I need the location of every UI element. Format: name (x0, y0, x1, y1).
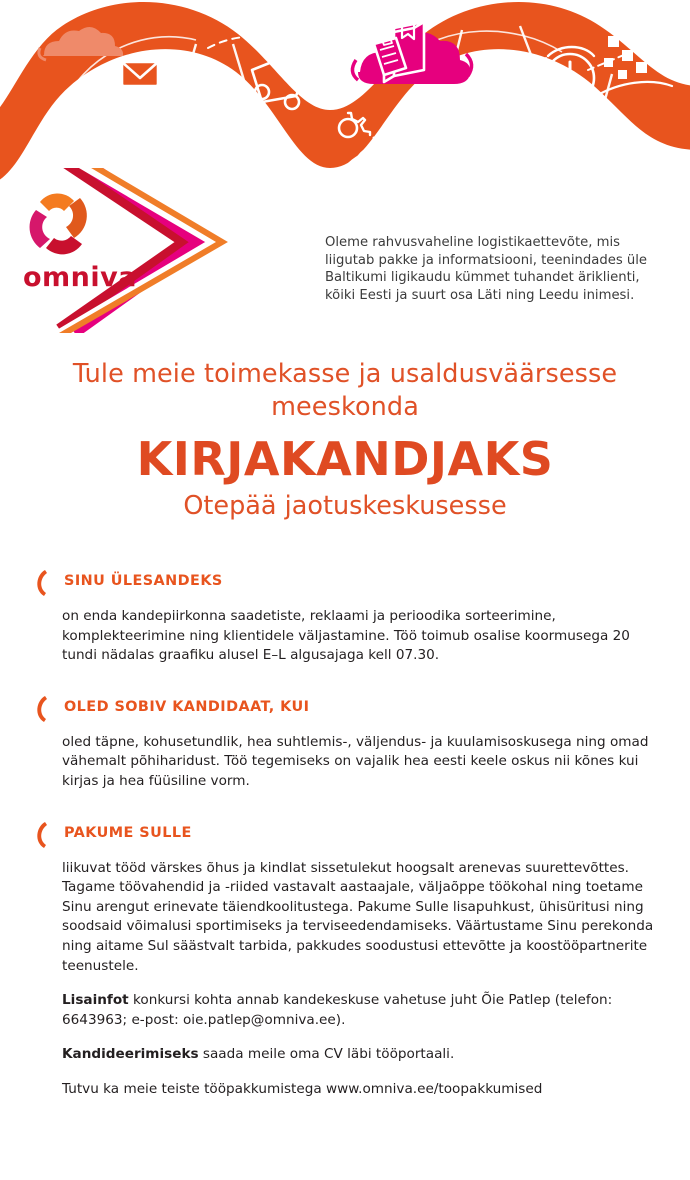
section-header (0, 568, 690, 598)
headline-place: Otepää jaotuskeskusesse (183, 491, 507, 521)
section-spacer (0, 666, 690, 694)
headline-group (0, 358, 690, 523)
section-candidate-profile (0, 694, 690, 792)
content-area (0, 568, 690, 1100)
section-header (0, 694, 690, 724)
bracket-bullet-icon (32, 821, 48, 849)
envelope-on-monitor (122, 62, 158, 86)
section-responsibilities (0, 568, 690, 666)
section-we-offer (0, 820, 690, 1100)
contact-info-label: Lisainfot (62, 992, 129, 1009)
section-paragraph: oled täpne, kohusetundlik, hea suhtlemis-, väljendus- ja kuulamisoskusega ning omad vähemalt põhiharidust. Töö tegemiseks on vajalik hea eesti keele oskus nii kõnes kui kirjas ja hea füüsiline vorm. (62, 733, 649, 789)
section-body (0, 859, 690, 1100)
people-group-icon (382, 181, 438, 205)
intro-paragraph: Oleme rahvusvaheline logistikaettevõte, mis liigutab pakke ja informatsiooni, teenindades üle Baltikumi ligikaudu kümmet tuhandet äriklienti, kõiki Eesti ja suurt osa Läti ning Leedu inimesi. (325, 235, 648, 303)
parcel-locker-icon (420, 142, 490, 186)
section-title: SINU ÜLESANDEKS (64, 573, 223, 589)
section-paragraph: on enda kandepiirkonna saadetiste, reklaami ja perioodika sorteerimine, komplekteerimine ning klientidele väljastamine. Töö toimub osalise koormusega 20 tundi nädalas graafiku alusel E–L algusajaga kell 07.30. (62, 608, 630, 664)
contact-info-line (62, 991, 662, 1030)
apply-line (62, 1045, 662, 1065)
section-paragraph: liikuvat tööd värskes õhus ja kindlat sissetulekut hoogsalt arenevas suurettevõttes. Tagame töövahendid ja -riided vastavalt aastaajale, väljaõppe töökohal ning toetame Sinu arengut erinevate täiendkoolitustega. Pakume Sulle lisapuhkust, ühisüritusi ning soodsaid võimalusi sportimiseks ja terviseedendamiseks. Väärtustame Sinu perekonda ning aitame Sul säästvalt tarbida, pakkudes soodustusi ettevõtte ja koostööpartnerite teenustele. (62, 859, 654, 974)
more-offers-line: Tutvu ka meie teiste tööpakkumistega www.omniva.ee/toopakkumised (62, 1080, 543, 1097)
apply-label: Kandideerimiseks (62, 1046, 199, 1063)
contact-info-text: konkursi kohta annab kandekeskuse vahetuse juht Õie Patlep (telefon: 6643963; e-post: oie.patlep@omniva.ee). (62, 992, 613, 1028)
omniva-logo-mark (23, 193, 137, 293)
brand-block (0, 168, 330, 333)
section-body (0, 607, 690, 666)
section-body (0, 733, 690, 792)
omniva-wordmark: omniva (23, 262, 137, 293)
headline-lead: Tule meie toimekasse ja usaldusväärsesse meeskonda (72, 359, 618, 422)
section-header (0, 820, 690, 850)
bracket-bullet-icon (32, 695, 48, 723)
apply-text: saada meile oma CV läbi tööportaali. (198, 1046, 455, 1063)
section-title: PAKUME SULLE (64, 824, 192, 841)
section-title: OLED SOBIV KANDIDAAT, KUI (64, 698, 310, 715)
headline-role: KIRJAKANDJAKS (136, 432, 554, 486)
bracket-bullet-icon (32, 569, 48, 597)
section-spacer (0, 792, 690, 820)
